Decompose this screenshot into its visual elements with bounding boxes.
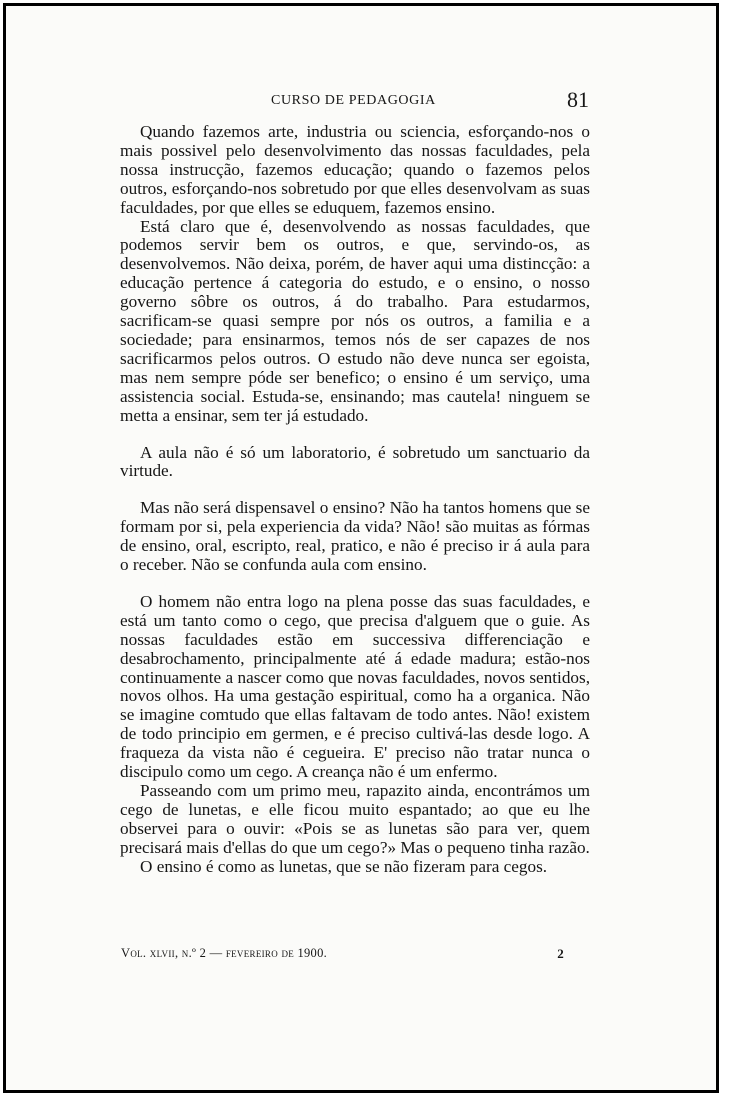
paragraph: Passeando com um primo meu, rapazito ainda, encontrámos um cego de lunetas, e elle ficou muito espantado; ao que eu lhe observei para o ouvir: «Pois se as lunetas são para ver, quem precisará mais d'ellas do que um cego?» Mas o pequeno tinha razão. [120, 781, 590, 857]
paragraph: A aula não é só um laboratorio, é sobretudo um sanctuario da virtude. [120, 442, 590, 481]
paragraph: Quando fazemos arte, industria ou sciencia, esforçando-nos o mais possivel pelo desenvolvimento das nossas faculdades, pela nossa instrucção, fazemos educação; quando o fazemos pelos outros, esforçando-nos sobretudo por que elles desenvolvam as suas faculdades, por que elles se eduquem, fazemos ensino. [120, 122, 590, 217]
signature-mark: 2 [557, 946, 564, 961]
page-number: 81 [567, 87, 589, 112]
body-text [120, 123, 590, 877]
paragraph: O ensino é como as lunetas, que se não fizeram para cegos. [140, 856, 548, 876]
paragraph: Está claro que é, desenvolvendo as nossas faculdades, que podemos servir bem os outros, e que, servindo-os, as desenvolvemos. Não deixa, porém, de haver aqui uma distincção: a educação pertence á categoria do estudo, e o ensino, o nosso governo sôbre os outros, á do trabalho. Para estudarmos, sacrificam-se quasi sempre por nós os outros, a familia e a sociedade; para ensinarmos, temos nós de ser capazes de nos sacrificarmos pelos outros. O estudo não deve nunca ser egoista, mas nem sempre póde ser benefico; o ensino é um serviço, uma assistencia social. Estuda-se, ensinando; mas cautela! ninguem se metta a ensinar, sem ter já estudado. [120, 216, 590, 425]
running-head: CURSO DE PEDAGOGIA [271, 93, 436, 108]
page-header [121, 87, 589, 116]
page-footer [121, 946, 589, 966]
paragraph: O homem não entra logo na plena posse das suas faculdades, e está um tanto como o cego, que precisa d'alguem que o guie. As nossas faculdades estão em successiva differenciação e desabrochamento, principalmente até á edade madura; estão-nos continuamente a nascer como que novas faculdades, novos sentidos, novos olhos. Ha uma gestação espiritual, como ha a organica. Não se imagine comtudo que ellas faltavam de todo antes. Não! existem de todo principio em germen, e é preciso cultivá-las desde logo. A fraqueza da vista não é cegueira. E' preciso não tratar nunca o discipulo como um cego. A creança não é um enfermo. [120, 591, 590, 782]
paragraph: Mas não será dispensavel o ensino? Não ha tantos homens que se formam por si, pela experiencia da vida? Não! são muitas as fórmas de ensino, oral, escripto, real, pratico, e não é preciso ir á aula para o receber. Não se confunda aula com ensino. [120, 498, 590, 575]
book-page [3, 3, 719, 1093]
volume-line: Vol. xlvii, n.º 2 — fevereiro de 1900. [121, 946, 328, 960]
